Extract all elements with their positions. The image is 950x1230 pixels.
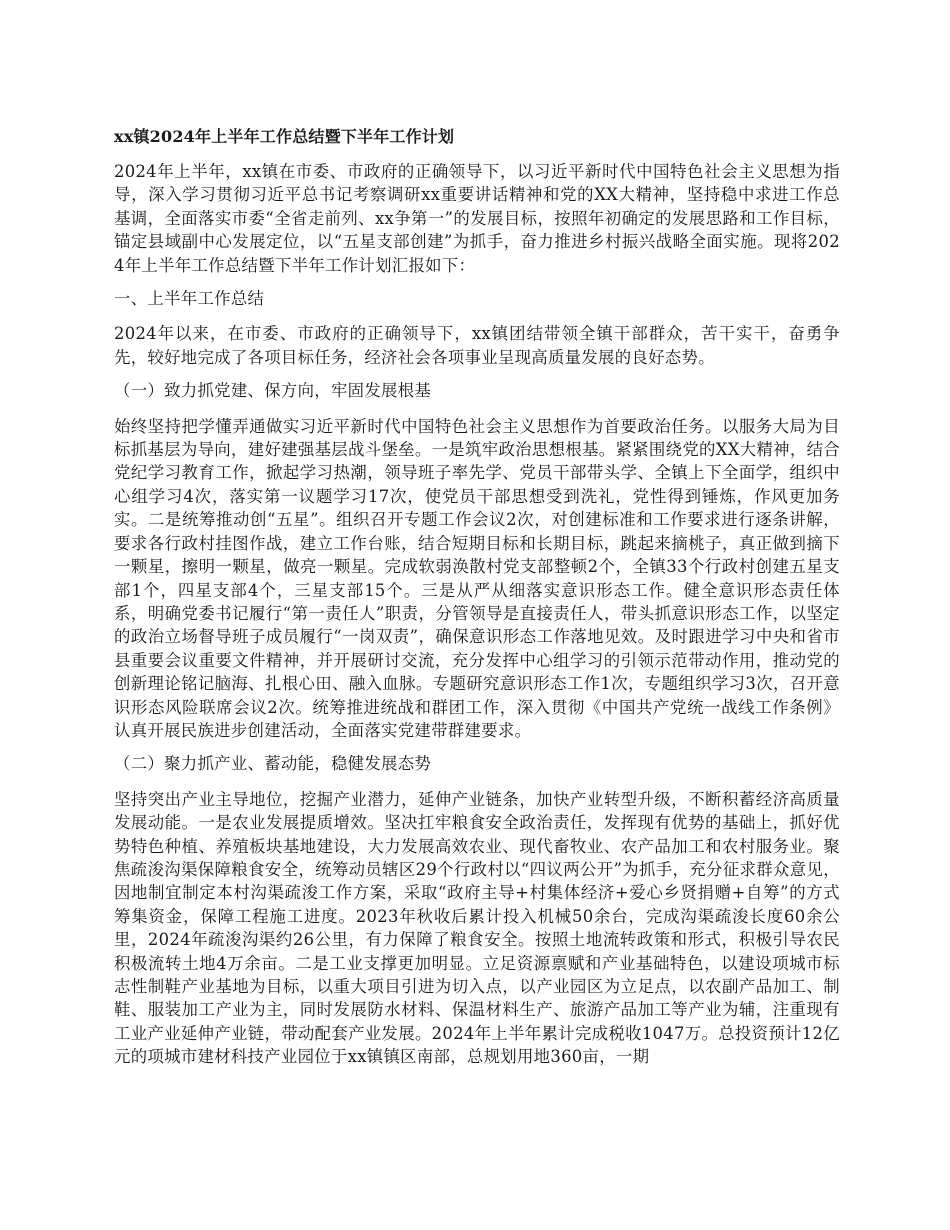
section1-heading: 一、上半年工作总结 bbox=[114, 289, 265, 309]
subsection1-body-paragraph: 始终坚持把学懂弄通做实习近平新时代中国特色社会主义思想作为首要政治任务。以服务大局为目标抓基层为导向，建好建强基层战斗堡垒。一是筑牢政治思想根基。紧紧围绕党的XX大精神，结合党纪学习教育工作，掀起学习热潮，领导班子率先学、党员干部带头学、全镇上下全面学，组织中心组学习4次，落实第一议题学习17次，使党员干部思想受到洗礼，党性得到锤炼，作风更加务实。二是统筹推动创“五星”。组织召开专题工作会议2次，对创建标准和工作要求进行逐条讲解，要求各行政村挂图作战，建立工作台账，结合短期目标和长期目标，跳起来摘桃子，真正做到摘下一颗星，擦明一颗星，做亮一颗星。完成软弱涣散村党支部整顿2个，全镇33个行政村创建五星支部1个，四星支部4个，三星支部15个。三是从严从细落实意识形态工作。健全意识形态责任体系，明确党委书记履行“第一责任人”职责，分管领导是直接责任人，带头抓意识形态工作，以坚定的政治立场督导班子成员履行“一岗双责”，确保意识形态工作落地见效。及时跟进学习中央和省市县重要会议重要文件精神，并开展研讨交流，充分发挥中心组学习的引领示范带动作用，推动党的创新理论铭记脑海、扎根心田、融入血脉。专题研究意识形态工作1次，专题组织学习3次，召开意识形态风险联席会议2次。统筹推进统战和群团工作，深入贯彻《中国共产党统一战线工作条例》认真开展民族进步创建活动，全面落实党建带群建要求。 bbox=[114, 416, 840, 740]
document-title: xx镇2024年上半年工作总结暨下半年工作计划 bbox=[114, 127, 455, 146]
section1-intro-paragraph: 2024年以来，在市委、市政府的正确领导下，xx镇团结带领全镇干部群众，苦干实干，奋勇争先，较好地完成了各项目标任务，经济社会各项事业呈现高质量发展的良好态势。 bbox=[114, 324, 840, 367]
subsection2-body-paragraph: 坚持突出产业主导地位，挖掘产业潜力，延伸产业链条，加快产业转型升级，不断积蓄经济高质量发展动能。一是农业发展提质增效。坚决扛牢粮食安全政治责任，发挥现有优势的基础上，抓好优势特色种植、养殖板块基地建设，大力发展高效农业、现代畜牧业、农产品加工和农村服务业。聚焦疏浚沟渠保障粮食安全，统筹动员辖区29个行政村以“四议两公开”为抓手，充分征求群众意见，因地制宜制定本村沟渠疏浚工作方案，采取“政府主导+村集体经济+爱心乡贤捐赠+自筹”的方式筹集资金，保障工程施工进度。2023年秋收后累计投入机械50余台，完成沟渠疏浚长度60余公里，2024年疏浚沟渠约26公里，有力保障了粮食安全。按照土地流转政策和形式，积极引导农民积极流转土地4万余亩。二是工业支撑更加明显。立足资源禀赋和产业基础特色，以建设项城市标志性制鞋产业基地为目标，以重大项目引进为切入点，以产业园区为立足点，以农副产品加工、制鞋、服装加工产业为主，同时发展防水材料、保温材料生产、旅游产品加工等产业为辅，注重现有工业产业延伸产业链，带动配套产业发展。2024年上半年累计完成税收1047万。总投资预计12亿元的项城市建材科技产业园位于xx镇镇区南部，总规划用地360亩，一期 bbox=[114, 789, 840, 1067]
subsection1-heading: （一）致力抓党建、保方向，牢固发展根基 bbox=[114, 381, 432, 401]
document-page bbox=[114, 124, 840, 1079]
subsection2-heading: （二）聚力抓产业、蓄动能，稳健发展态势 bbox=[114, 754, 432, 774]
intro-paragraph: 2024年上半年，xx镇在市委、市政府的正确领导下，以习近平新时代中国特色社会主义思想为指导，深入学习贯彻习近平总书记考察调研xx重要讲话精神和党的XX大精神，坚持稳中求进工作总基调，全面落实市委“全省走前列、xx争第一”的发展目标，按照年初确定的发展思路和工作目标，锚定县域副中心发展定位，以“五星支部创建”为抓手，奋力推进乡村振兴战略全面实施。现将2024年上半年工作总结暨下半年工作计划汇报如下： bbox=[114, 162, 840, 275]
